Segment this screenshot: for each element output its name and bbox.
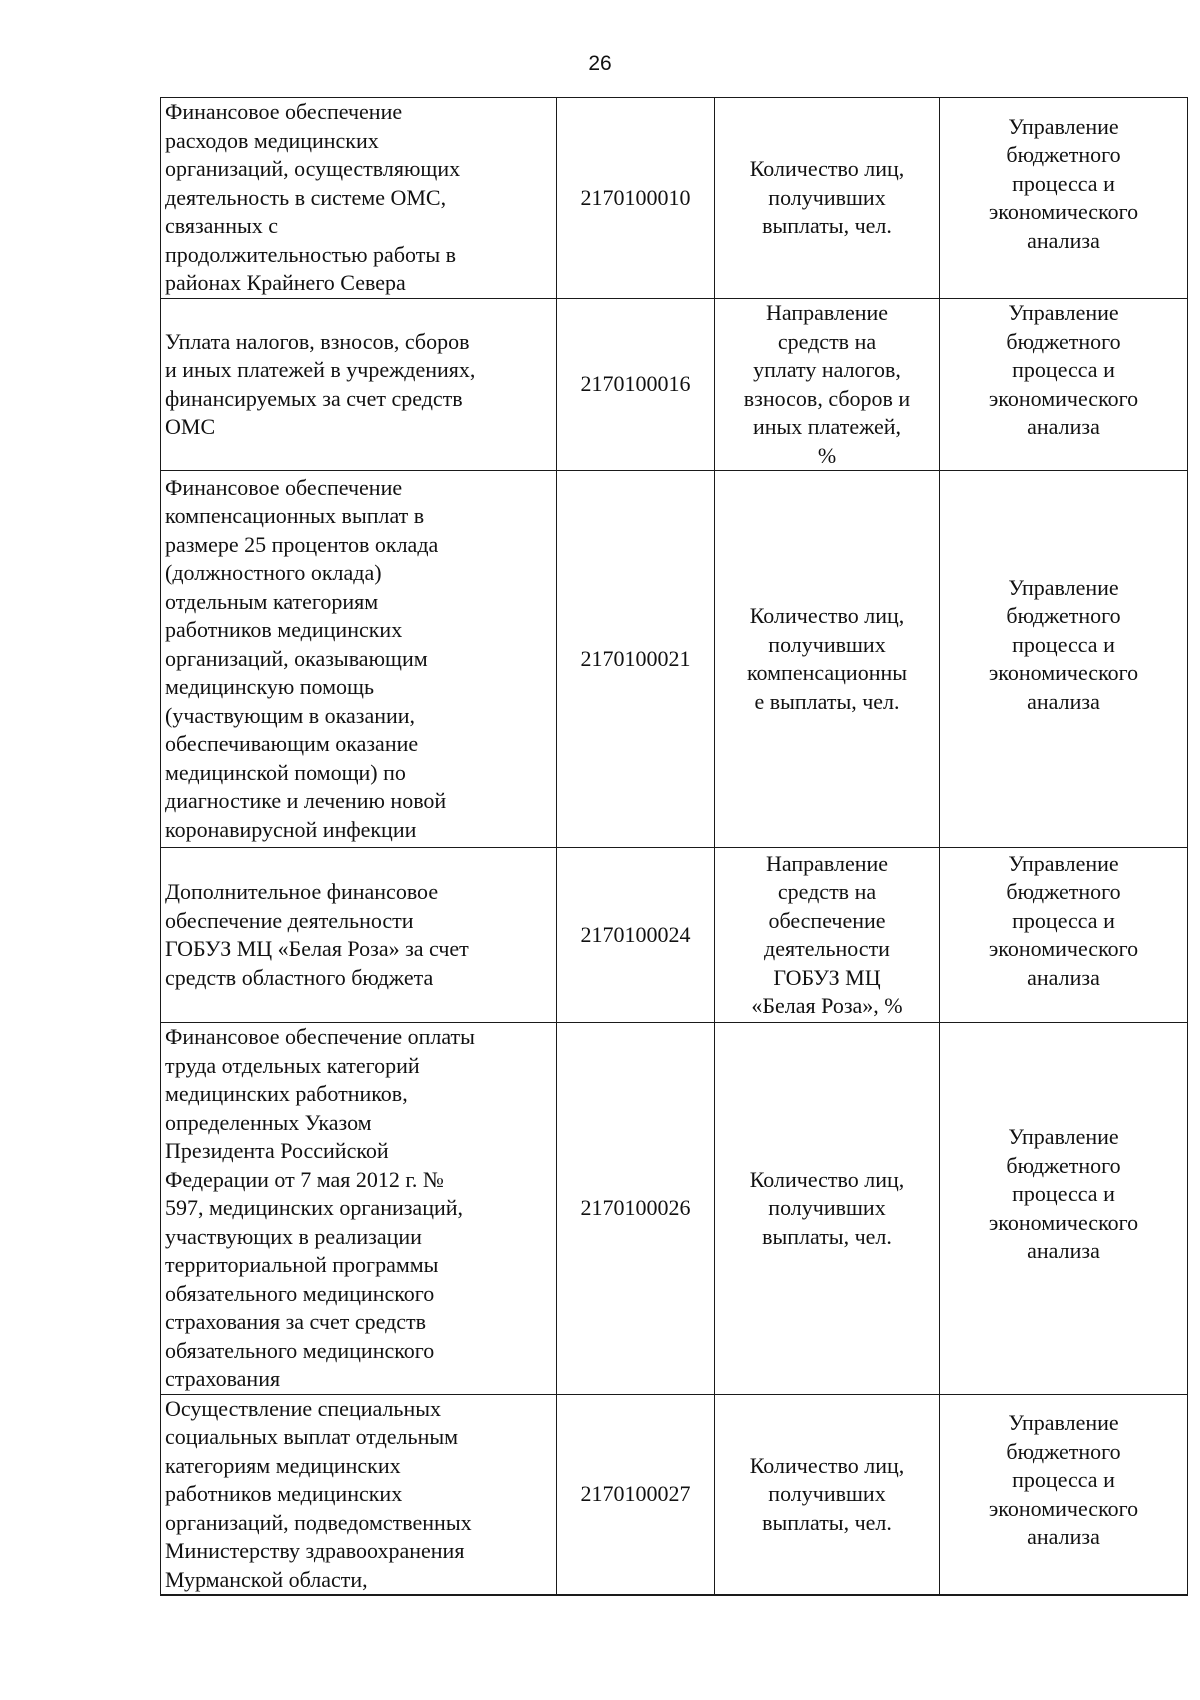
table-cell-code [557,1394,715,1595]
cell-text: 2170100021 [580,645,691,671]
cell-text: Управление бюджетного процесса и экономического анализа [988,1410,1139,1549]
cell-text: Количество лиц, получивших выплаты, чел. [749,1166,905,1249]
table-cell-name [161,1023,557,1395]
table-row [161,1023,1188,1395]
cell-text: Управление бюджетного процесса и экономического анализа [988,574,1139,714]
table-cell-code [557,299,715,471]
table-cell-indicator [715,98,940,299]
table-cell-responsible [940,1394,1188,1595]
table-row [161,848,1188,1023]
page-number: 26 [588,52,612,75]
table-cell-name [161,471,557,848]
table-row [161,98,1188,299]
cell-text: Направление средств на обеспечение деятельности ГОБУЗ МЦ «Белая Роза», % [751,850,903,1018]
cell-text: 2170100016 [580,371,691,397]
table-cell-name [161,299,557,471]
cell-text: Финансовое обеспечение расходов медицинских организаций, осуществляющих деятельность в системе ОМС, связанных с продолжительностью работы в районах Крайнего Севера [165,99,461,296]
cell-text: 2170100010 [580,184,691,210]
table-cell-indicator [715,471,940,848]
cell-text: Управление бюджетного процесса и экономического анализа [988,300,1139,440]
table-cell-responsible [940,1023,1188,1395]
cell-text: Управление бюджетного процесса и экономического анализа [988,1124,1139,1263]
cell-text: Осуществление специальных социальных выплат отдельным категориям медицинских работников медицинских организаций, подведомственных Министерству здравоохранения Мурманской области, [165,1395,472,1592]
table-cell-name [161,1394,557,1595]
cell-text: Уплата налогов, взносов, сборов и иных платежей в учреждениях, финансируемых за счет средств ОМС [165,328,476,439]
table-cell-indicator [715,299,940,471]
table-cell-responsible [940,98,1188,299]
table-cell-code [557,98,715,299]
cell-text: Направление средств на уплату налогов, взносов, сборов и иных платежей, % [743,300,911,468]
table-cell-code [557,1023,715,1395]
table-cell-responsible [940,471,1188,848]
cell-text: Количество лиц, получивших выплаты, чел. [749,1452,905,1535]
table-row [161,299,1188,471]
table-row [161,1394,1188,1595]
table-cell-responsible [940,848,1188,1023]
cell-text: Управление бюджетного процесса и экономического анализа [988,850,1139,990]
cell-text: Финансовое обеспечение оплаты труда отдельных категорий медицинских работников, определенных Указом Президента Российской Федерации от 7 мая 2012 г. № 597, медицинских организаций, участвующих в реализации территориальной программы обязательного медицинского страхования за счет средств обязательного медицинского страхования [165,1024,475,1391]
table-row [161,471,1188,848]
table-cell-name [161,848,557,1023]
budget-table [160,97,1188,1596]
table-cell-code [557,471,715,848]
cell-text: 2170100026 [580,1195,691,1220]
cell-text: Финансовое обеспечение компенсационных выплат в размере 25 процентов оклада (должностного оклада) отдельным категориям работников медицинских организаций, оказывающим медицинскую помощь (участвующим в оказании, обеспечивающим оказание медицинской помощи) по диагностике и лечению новой коронавирусной инфекции [165,474,447,842]
cell-text: Количество лиц, получивших компенсационны е выплаты, чел. [746,603,908,714]
cell-text: 2170100024 [580,921,691,947]
cell-text: Управление бюджетного процесса и экономического анализа [988,113,1139,253]
table-cell-code [557,848,715,1023]
table-cell-name [161,98,557,299]
table-cell-indicator [715,1394,940,1595]
cell-text: 2170100027 [580,1481,691,1506]
table-cell-indicator [715,848,940,1023]
cell-text: Дополнительное финансовое обеспечение деятельности ГОБУЗ МЦ «Белая Роза» за счет средств областного бюджета [165,879,469,990]
cell-text: Количество лиц, получивших выплаты, чел. [749,156,905,239]
table-cell-responsible [940,299,1188,471]
table-cell-indicator [715,1023,940,1395]
